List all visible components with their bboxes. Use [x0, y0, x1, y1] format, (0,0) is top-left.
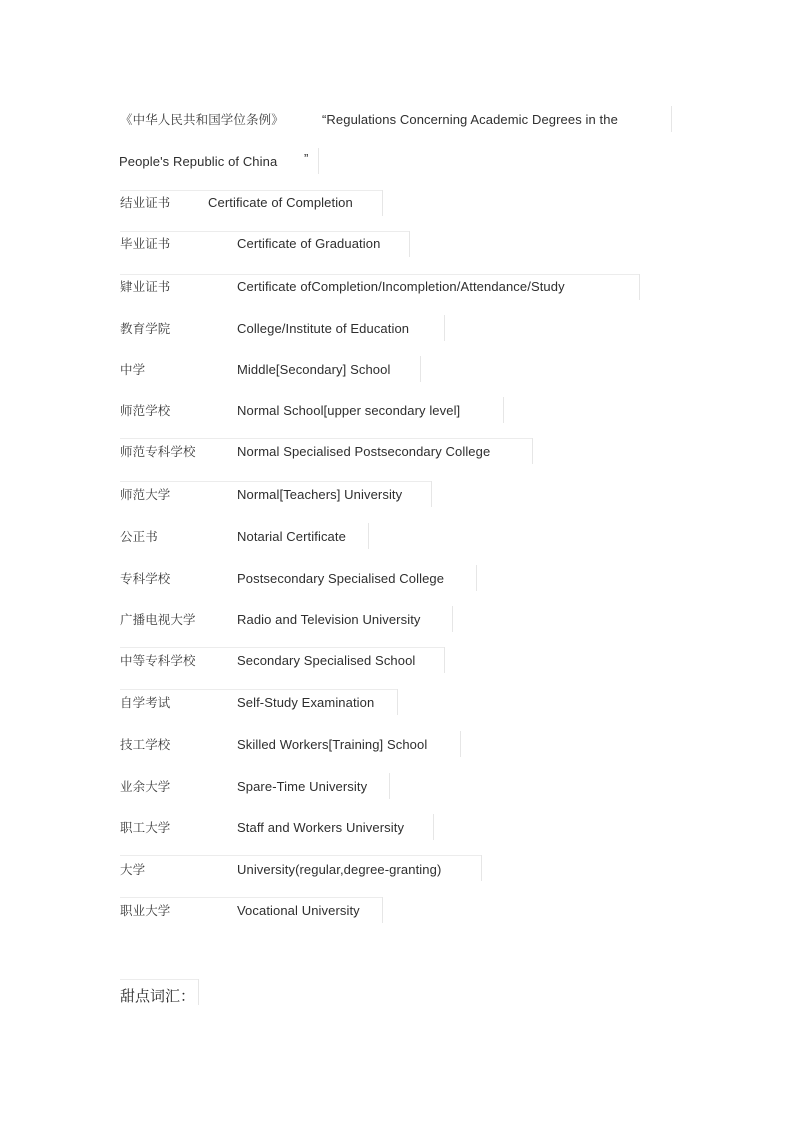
law-title-chinese: 《中华人民共和国学位条例》	[120, 112, 284, 127]
term-english: Certificate of Completion	[208, 195, 353, 210]
row-rule	[120, 231, 409, 232]
term-english: Skilled Workers[Training] School	[237, 737, 428, 752]
cell-divider	[452, 606, 453, 632]
row-rule	[120, 190, 382, 191]
cell-divider	[420, 356, 421, 382]
term-english: Certificate of Graduation	[237, 236, 381, 251]
term-chinese: 毕业证书	[120, 236, 171, 251]
cell-divider	[382, 190, 383, 216]
cell-divider	[460, 731, 461, 757]
cell-divider	[389, 773, 390, 799]
term-english: Vocational University	[237, 903, 360, 918]
term-chinese: 广播电视大学	[120, 612, 196, 627]
term-english: Radio and Television University	[237, 612, 421, 627]
cell-divider	[481, 855, 482, 881]
term-chinese: 大学	[120, 862, 146, 877]
term-english: Notarial Certificate	[237, 529, 346, 544]
row-rule	[120, 855, 481, 856]
cell-divider	[382, 897, 383, 923]
term-english: Normal[Teachers] University	[237, 487, 403, 502]
term-english: Normal School[upper secondary level]	[237, 403, 461, 418]
term-chinese: 中等专科学校	[120, 653, 196, 668]
term-english: Normal Specialised Postsecondary College	[237, 444, 491, 459]
term-english: Middle[Secondary] School	[237, 362, 391, 377]
cell-divider	[409, 231, 410, 257]
dessert-vocabulary-heading: 甜点词汇：	[120, 987, 196, 1005]
term-english: Certificate ofCompletion/Incompletion/Attendance/Study	[237, 279, 565, 294]
cell-divider	[532, 438, 533, 464]
term-chinese: 自学考试	[120, 695, 171, 710]
term-chinese: 公正书	[120, 529, 158, 544]
cell-divider	[639, 274, 640, 300]
cell-divider	[444, 647, 445, 673]
term-english: Staff and Workers University	[237, 820, 405, 835]
cell-divider	[397, 689, 398, 715]
cell-divider	[444, 315, 445, 341]
term-chinese: 专科学校	[120, 571, 171, 586]
term-chinese: 技工学校	[120, 737, 171, 752]
term-chinese: 师范专科学校	[120, 444, 196, 459]
cell-divider	[476, 565, 477, 591]
term-chinese: 职工大学	[120, 820, 171, 835]
closing-quote: ”	[304, 151, 309, 166]
cell-divider	[671, 106, 672, 132]
cell-divider	[431, 481, 432, 507]
row-rule	[120, 438, 532, 439]
row-rule	[120, 647, 444, 648]
term-chinese: 结业证书	[120, 195, 171, 210]
cell-divider	[318, 148, 319, 174]
law-title-english-part1: “Regulations Concerning Academic Degrees in the	[322, 112, 618, 127]
term-chinese: 师范学校	[120, 403, 171, 418]
row-rule	[120, 481, 431, 482]
row-rule	[120, 979, 198, 980]
term-english: Postsecondary Specialised College	[237, 571, 445, 586]
row-rule	[120, 689, 397, 690]
term-chinese: 职业大学	[120, 903, 171, 918]
term-chinese: 师范大学	[120, 487, 171, 502]
term-chinese: 业余大学	[120, 779, 171, 794]
cell-divider	[198, 979, 199, 1005]
term-english: Self-Study Examination	[237, 695, 375, 710]
term-english: Spare-Time University	[237, 779, 368, 794]
term-chinese: 中学	[120, 362, 146, 377]
row-rule	[120, 897, 382, 898]
row-rule	[120, 274, 639, 275]
term-chinese: 教育学院	[120, 321, 171, 336]
cell-divider	[368, 523, 369, 549]
term-english: Secondary Specialised School	[237, 653, 416, 668]
term-english: University(regular,degree-granting)	[237, 862, 442, 877]
term-chinese: 肄业证书	[120, 279, 171, 294]
cell-divider	[433, 814, 434, 840]
law-title-english-part2: People's Republic of China	[119, 154, 278, 169]
term-english: College/Institute of Education	[237, 321, 410, 336]
cell-divider	[503, 397, 504, 423]
